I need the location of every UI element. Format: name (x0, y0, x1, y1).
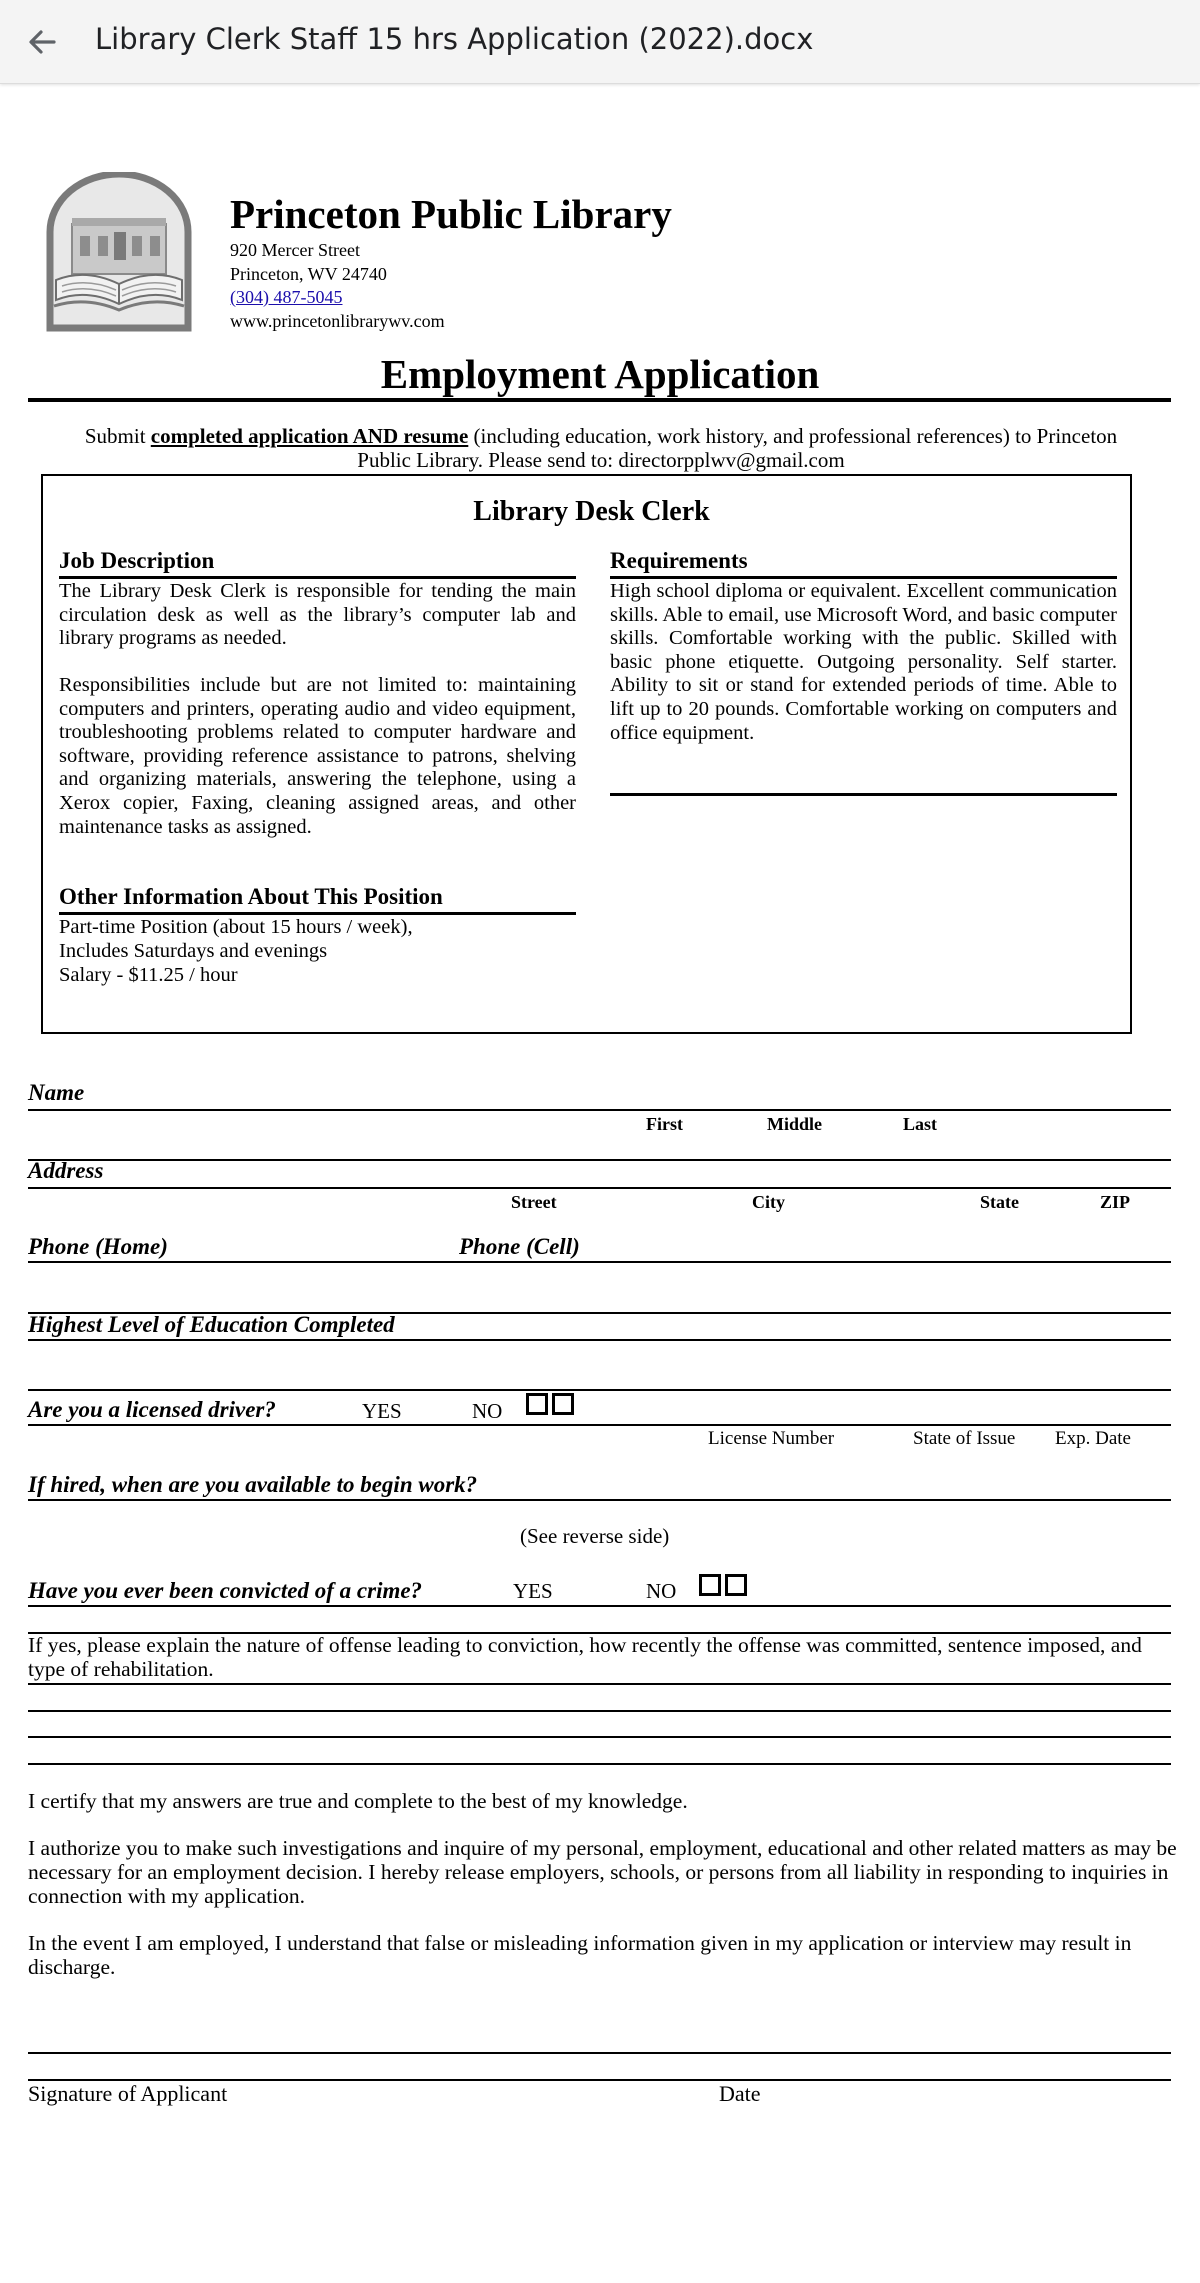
library-name: Princeton Public Library (230, 191, 672, 237)
name-last-label: Last (903, 1114, 938, 1134)
address-street: 920 Mercer Street (230, 240, 360, 260)
driver-no-checkbox[interactable] (552, 1393, 574, 1415)
name-first-label: First (646, 1114, 683, 1134)
address-city-state: Princeton, WV 24740 (230, 264, 387, 284)
address-field-line[interactable] (28, 1187, 1171, 1189)
availability-label: If hired, when are you available to begin work? (28, 1472, 478, 1497)
document-title: Library Clerk Staff 15 hrs Application (2022).docx (95, 22, 814, 56)
availability-field-line[interactable] (28, 1499, 1171, 1501)
license-number-label: License Number (708, 1428, 835, 1449)
crime-yes-label: YES (513, 1579, 553, 1603)
address-street-label: Street (511, 1192, 557, 1212)
phone-home-label: Phone (Home) (28, 1234, 168, 1259)
driver-field-line[interactable] (28, 1424, 1171, 1426)
divider (28, 1159, 1171, 1161)
job-description-paragraph: The Library Desk Clerk is responsible for tending the main circulation desk as well as the library’s computer lab and library programs as needed. (59, 580, 576, 650)
other-info-line: Part-time Position (about 15 hours / week), (59, 916, 413, 938)
arrow-left-icon[interactable] (22, 22, 62, 62)
education-field-line[interactable] (28, 1339, 1171, 1341)
driver-label: Are you a licensed driver? (28, 1397, 276, 1422)
authorize-paragraph: I authorize you to make such investigations and inquire of my personal, employment, educational and other related matters as may be necessary for an employment decision. I hereby release employers, schools, or persons from all liability in responding to inquiries in connection with my application. (28, 1836, 1177, 1908)
divider (28, 1389, 1171, 1391)
address-zip-label: ZIP (1100, 1192, 1131, 1212)
crime-explain-instructions: If yes, please explain the nature of offense leading to conviction, how recently the offense was committed, sentence imposed, and type of rehabilitation. (28, 1633, 1142, 1681)
education-label: Highest Level of Education Completed (28, 1312, 395, 1337)
signature-label: Signature of Applicant (28, 2081, 228, 2106)
title-divider (28, 398, 1171, 402)
driver-yes-checkbox[interactable] (526, 1393, 548, 1415)
other-info-heading: Other Information About This Position (59, 884, 443, 909)
divider (59, 912, 576, 915)
address-state-label: State (980, 1192, 1019, 1212)
signature-line[interactable] (28, 2052, 1171, 2054)
phone-field-line[interactable] (28, 1261, 1171, 1263)
divider (59, 576, 576, 579)
phone-cell-label: Phone (Cell) (459, 1234, 580, 1259)
driver-yes-label: YES (362, 1399, 402, 1423)
see-reverse-note: (See reverse side) (520, 1524, 670, 1548)
name-middle-label: Middle (767, 1114, 823, 1134)
other-info-line: Salary - $11.25 / hour (59, 964, 238, 986)
state-of-issue-label: State of Issue (913, 1428, 1016, 1449)
requirements-heading: Requirements (610, 548, 748, 573)
library-book-logo-icon (46, 172, 192, 332)
position-title: Library Desk Clerk (473, 496, 710, 527)
submit-emphasis: completed application AND resume (150, 424, 469, 448)
responsibilities-paragraph: Responsibilities include but are not limited to: maintaining computers and printers, operating audio and video equipment, troubleshooting problems related to computer hardware and software, providing reference assistance to patrons, shelving and organizing materials, answering the telephone, using a Xerox copier, Faxing, cleaning assigned areas, and other maintenance tasks as assigned. (59, 674, 576, 838)
job-description-heading: Job Description (59, 548, 215, 573)
address-city-label: City (752, 1192, 785, 1212)
crime-no-label: NO (646, 1579, 677, 1603)
viewer-toolbar (0, 0, 1200, 84)
divider (610, 793, 1117, 796)
crime-field-line[interactable] (28, 1605, 1171, 1607)
other-info-line: Includes Saturdays and evenings (59, 940, 328, 962)
exp-date-label: Exp. Date (1055, 1428, 1131, 1449)
name-field-line[interactable] (28, 1109, 1171, 1111)
submit-instructions: Submit completed application AND resume (including education, work history, and professional references) to Princeton Public Library. Please send to: directorpplwv@gmail.com (84, 424, 1118, 472)
explain-line[interactable] (28, 1736, 1171, 1738)
website: www.princetonlibrarywv.com (230, 311, 445, 331)
explain-line[interactable] (28, 1683, 1171, 1685)
crime-yes-checkbox[interactable] (699, 1574, 721, 1596)
explain-line[interactable] (28, 1763, 1171, 1765)
date-label: Date (719, 2081, 761, 2106)
page-title: Employment Application (380, 351, 820, 397)
driver-no-label: NO (472, 1399, 503, 1423)
address-label: Address (28, 1158, 104, 1183)
discharge-paragraph: In the event I am employed, I understand that false or misleading information given in my application or interview may result in discharge. (28, 1931, 1132, 1979)
certify-paragraph: I certify that my answers are true and complete to the best of my knowledge. (28, 1789, 688, 1813)
crime-label: Have you ever been convicted of a crime? (28, 1578, 423, 1603)
crime-no-checkbox[interactable] (725, 1574, 747, 1596)
requirements-paragraph: High school diploma or equivalent. Excellent communication skills. Able to email, use Microsoft Word, and basic computer skills. Comfortable working with the public. Skilled with basic phone etiquette. Outgoing personality. Self starter. Ability to sit or stand for extended periods of time. Able to lift up to 20 pounds. Comfortable working on computers and office equipment. (610, 580, 1117, 744)
explain-line[interactable] (28, 1710, 1171, 1712)
name-label: Name (28, 1080, 85, 1105)
divider (610, 576, 1117, 579)
phone-link[interactable]: (304) 487-5045 (230, 287, 343, 307)
